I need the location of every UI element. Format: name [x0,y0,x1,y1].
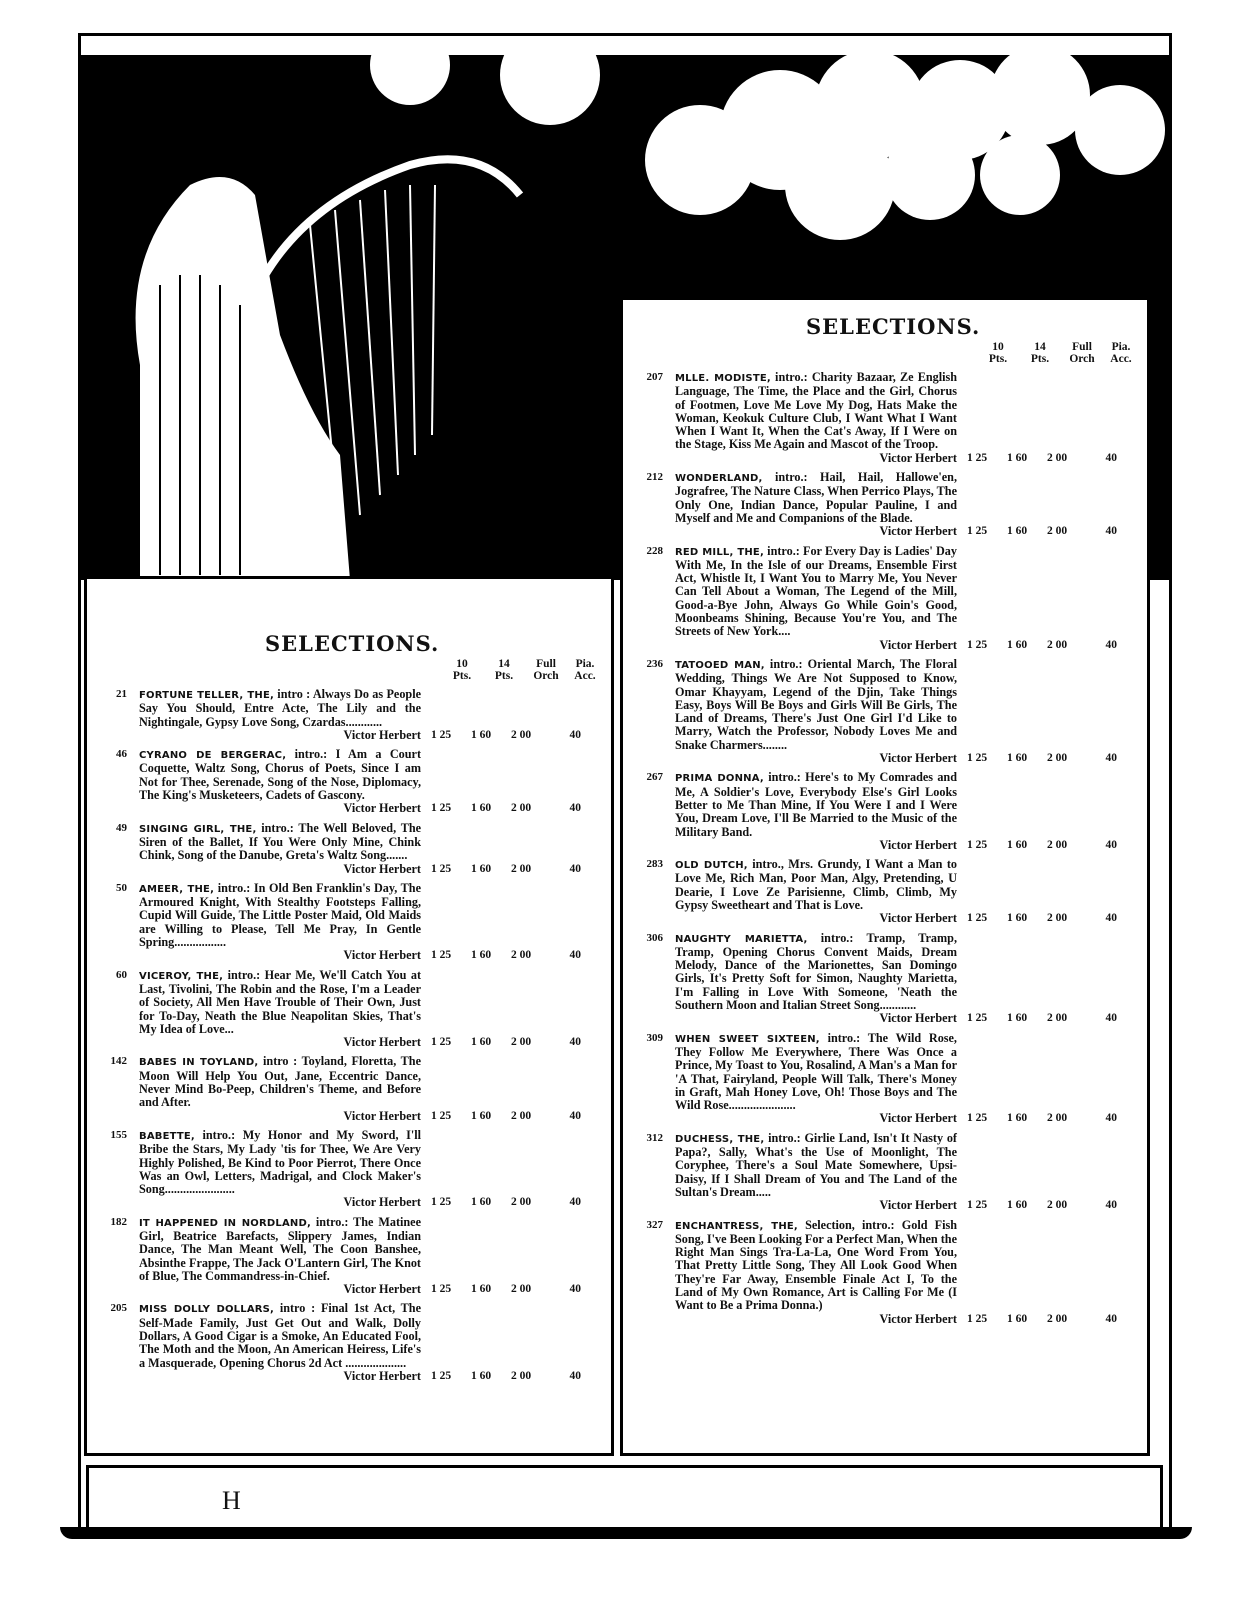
catalog-number: 205 [110,1302,127,1315]
price: 2 00 [510,1196,532,1209]
column-header [977,341,1019,365]
composer: Victor Herbert [343,1368,421,1383]
selection-list [631,371,1139,1326]
column-header-line: 14 [1034,341,1046,353]
column-header [1019,341,1061,365]
entry-title: IT HAPPENED IN NORDLAND, [139,1217,311,1229]
selection-entry [631,1219,1139,1326]
price: 2 00 [1046,1112,1068,1125]
entry-contents: intro : Always Do as People Say You Should, Entre Acte, The Lily and the Nightingale, Gypsy Love Song, Czardas............ [139,687,421,729]
price-column-headers [631,341,1139,365]
entry-body [139,1055,421,1122]
panel-title: SELECTIONS. [806,314,981,339]
column-header-line: Pts. [1030,353,1050,365]
catalog-number: 60 [116,968,127,981]
catalog-number: 309 [646,1031,663,1044]
price: 1 25 [966,1312,988,1325]
selection-entry [95,688,603,742]
entry-contents: intro.: The Wild Rose, They Follow Me Everywhere, There Was Once a Prince, My Toast to You, Rosalind, A Man's a Man for 'A That, Fairyland, People Will Talk, There's Money in Graft, Mah Honey Love, Oh! Those Boys and The Wild Rose...................... [675,1030,957,1113]
price: 40 [1105,451,1117,464]
entry-body [139,1129,421,1210]
composer: Victor Herbert [343,727,421,742]
price: 40 [569,1196,581,1209]
column-header [1103,341,1139,365]
selection-entry [631,471,1139,538]
entry-body [139,748,421,815]
catalog-number: 50 [116,881,127,894]
entry-title: BABETTE, [139,1130,195,1142]
price: 2 00 [510,802,532,815]
catalog-number: 283 [646,858,663,871]
entry-body [139,882,421,963]
page-letter: H [222,1486,241,1515]
catalog-number: 236 [646,657,663,670]
price: 40 [1105,838,1117,851]
prices [421,1129,581,1210]
price-column-headers [95,658,603,682]
price: 40 [1105,912,1117,925]
price: 2 00 [510,1036,532,1049]
price: 1 25 [430,728,452,741]
prices [421,822,581,876]
column-header-line: Orch [1069,353,1095,365]
price: 2 00 [1046,451,1068,464]
column-header-line: Pia. [1111,341,1131,353]
catalog-number: 306 [646,931,663,944]
price: 40 [1105,1112,1117,1125]
column-header-line: Pts. [988,353,1008,365]
prices [957,932,1117,1026]
price: 1 25 [430,1036,452,1049]
price: 40 [569,1369,581,1382]
entry-contents: intro.: Oriental March, The Floral Wedding, Things We Are Not Supposed to Know, Omar Khayyam, Legend of the Djin, Take Things Easy, Boys Will Be Boys and Girls Will Be Girls, The Land of Dreams, There's Just One Girl I'd Like to Marry, Watch the Professor, Nobody Loves Me and Snake Charmers........ [675,656,958,752]
selection-entry [95,882,603,963]
entry-contents: intro.: Hail, Hail, Hallowe'en, Jografree, The Nature Class, When Perrico Plays, The Only One, Indian Dance, Popular Pauline, I and Myself and Me and Companions of the Blade. [675,470,957,525]
entry-title: VICEROY, THE, [139,970,224,982]
entry-title: FORTUNE TELLER, THE, [139,690,274,701]
price: 2 00 [510,862,532,875]
price: 40 [569,728,581,741]
price: 1 60 [1006,1312,1028,1325]
entry-contents: intro.: The Well Beloved, The Siren of the Ballet, If You Were Only Mine, Chink Chink, Song of the Danube, Greta's Waltz Song....... [139,820,422,863]
selection-entry [631,932,1139,1026]
price: 1 60 [1006,912,1028,925]
selection-list [95,688,603,1383]
entry-title: SINGING GIRL, THE, [139,823,257,835]
price: 40 [569,1283,581,1296]
price: 1 60 [1006,1112,1028,1125]
composer: Victor Herbert [879,637,957,652]
entry-body [139,822,421,876]
right-selections-panel [620,297,1150,1456]
prices [421,748,581,815]
column-header-line: Acc. [574,670,596,682]
price: 1 60 [1006,1199,1028,1212]
entry-body [675,471,957,538]
price: 2 00 [1046,525,1068,538]
entry-title: BABES IN TOYLAND, [139,1057,259,1069]
prices [957,658,1117,765]
column-header-line: Orch [533,670,559,682]
selection-entry [631,1032,1139,1126]
price: 40 [569,802,581,815]
selection-entry [631,771,1139,852]
entry-body [675,1219,957,1326]
entry-contents: intro.: Charity Bazaar, Ze English Language, The Time, the Place and the Girl, Chorus of Footmen, Love Me Love My Dog, Hats Make the Woman, Keokuk Culture Club, I Want What I Want When I Want It, When the Cat's Away, If I Were on the Stage, Kiss Me Again and Mascot of the Troop. [675,370,957,452]
footer-base-bar [60,1527,1192,1539]
selection-entry [95,1216,603,1297]
entry-body [675,658,957,765]
prices [957,371,1117,465]
entry-title: TATOOED MAN, [675,659,765,671]
entry-title: ENCHANTRESS, THE, [675,1220,798,1232]
price: 2 00 [510,728,532,741]
composer: Victor Herbert [879,751,957,766]
price: 1 25 [430,1196,452,1209]
composer: Victor Herbert [343,948,421,963]
selection-entry [631,858,1139,925]
entry-body [675,932,957,1026]
price: 40 [569,949,581,962]
entry-title: PRIMA DONNA, [675,773,764,785]
column-header [441,658,483,682]
entry-body [675,371,957,465]
prices [421,1216,581,1297]
price: 1 60 [470,862,492,875]
price: 2 00 [1046,752,1068,765]
entry-contents: intro.: Here's to My Comrades and Me, A Soldier's Love, Everybody Else's Girl Looks Better to Me Than Mine, If You Were I and I Were You, Dream Love, I'll Be Married to the Music of the Military Band. [675,770,957,839]
entry-body [675,545,957,652]
prices [957,1219,1117,1326]
price: 1 25 [966,912,988,925]
catalog-number: 21 [116,688,127,700]
entry-title: MLLE. MODISTE, [675,373,771,384]
price: 1 25 [966,1112,988,1125]
price: 40 [569,862,581,875]
column-header [1061,341,1103,365]
column-header [567,658,603,682]
entry-contents: intro : Final 1st Act, The Self-Made Family, Just Get Out and Walk, Dolly Dollars, A Good Cigar is a Smoke, An Educated Fool, The Moth and the Moon, An American Heiress, Life's a Masquerade, Opening Chorus 2d Act .................... [139,1301,421,1370]
prices [421,882,581,963]
selection-entry [631,658,1139,765]
catalog-number: 182 [110,1215,127,1228]
catalog-number: 142 [110,1055,127,1068]
price: 1 60 [470,1036,492,1049]
entry-body [675,1132,957,1213]
composer: Victor Herbert [343,1035,421,1050]
entry-contents: intro., Mrs. Grundy, I Want a Man to Love Me, Rich Man, Poor Man, Algy, Pretending, U Dearie, I Love Ze Parisienne, Climb, Climb, My Gypsy Sweetheart and That is Love. [675,857,957,912]
entry-contents: intro.: For Every Day is Ladies' Day With Me, In the Isle of our Dreams, Ensemble First Act, Whistle It, I Want You to Marry Me, You Never Can Tell About a Woman, The Legend of the Mill, Good-a-Bye John, Always Go While Goin's Good, Moonbeams Shining, Because You're You, and The Streets of New York.... [675,543,957,639]
catalog-number: 49 [116,821,127,834]
prices [957,545,1117,652]
entry-title: WONDERLAND, [675,473,763,485]
entry-contents: intro.: The Matinee Girl, Beatrice Barefacts, Slippery James, Indian Dance, The Man Meant Well, The Coon Banshee, Absinthe Frappe, The Jack O'Lantern Girl, The Knot of Blue, The Commandress-in-Chief. [139,1214,421,1283]
composer: Victor Herbert [879,450,957,465]
prices [957,771,1117,852]
price: 1 60 [470,728,492,741]
price: 1 60 [470,1369,492,1382]
price: 40 [1105,1199,1117,1212]
prices [421,969,581,1050]
composer: Victor Herbert [343,861,421,876]
selection-entry [95,748,603,815]
selection-entry [95,1055,603,1122]
entry-title: NAUGHTY MARIETTA, [675,933,808,945]
composer: Victor Herbert [343,1195,421,1210]
prices [421,1302,581,1383]
catalog-number: 327 [646,1218,663,1231]
prices [421,1055,581,1122]
price: 40 [1105,1312,1117,1325]
entry-title: OLD DUTCH, [675,860,748,872]
selection-entry [95,822,603,876]
price: 1 25 [430,1109,452,1122]
price: 1 60 [1006,451,1028,464]
price: 40 [1105,1012,1117,1025]
price: 2 00 [1046,1012,1068,1025]
price: 1 60 [1006,525,1028,538]
price: 1 25 [430,862,452,875]
catalog-number: 212 [646,471,663,484]
composer: Victor Herbert [879,1198,957,1213]
entry-title: RED MILL, THE, [675,546,764,558]
price: 1 25 [966,638,988,651]
catalog-number: 228 [646,544,663,557]
entry-body [139,688,421,742]
entry-title: AMEER, THE, [139,883,215,895]
price: 40 [569,1036,581,1049]
price: 1 25 [430,1283,452,1296]
entry-title: DUCHESS, THE, [675,1133,765,1145]
composer: Victor Herbert [879,524,957,539]
composer: Victor Herbert [879,911,957,926]
selection-entry [631,1132,1139,1213]
composer: Victor Herbert [343,801,421,816]
column-header-line: Pts. [494,670,514,682]
composer: Victor Herbert [343,1282,421,1297]
price: 1 25 [430,1369,452,1382]
entry-contents: intro.: Hear Me, We'll Catch You at Last, Tivolini, The Robin and the Rose, I'm a Leader of Society, All Men Have Trouble of Their Own, Just for To-Day, Neath the Blue Neapolitan Skies, That's My Idea of Love... [139,967,421,1036]
price: 2 00 [1046,1312,1068,1325]
composer: Victor Herbert [343,1108,421,1123]
prices [957,1132,1117,1213]
entry-body [675,858,957,925]
entry-body [139,1302,421,1383]
price: 40 [1105,638,1117,651]
price: 1 60 [1006,752,1028,765]
column-header-line: Pia. [575,658,595,670]
price: 40 [569,1109,581,1122]
catalog-number: 267 [646,771,663,784]
price: 1 25 [966,451,988,464]
price: 2 00 [1046,1199,1068,1212]
price: 2 00 [510,1283,532,1296]
price: 1 60 [470,802,492,815]
column-header-line: Full [1072,341,1092,353]
price: 1 25 [966,838,988,851]
price: 1 60 [470,1109,492,1122]
prices [957,858,1117,925]
column-header [483,658,525,682]
price: 1 60 [470,1196,492,1209]
price: 2 00 [1046,912,1068,925]
column-header-line: Full [536,658,556,670]
entry-title: MISS DOLLY DOLLARS, [139,1304,275,1316]
selection-entry [95,1302,603,1383]
entry-contents: intro.: In Old Ben Franklin's Day, The Armoured Knight, With Stealthy Footsteps Falling, Cupid Will Guide, The Little Poster Maid, Old Maids are Willing to Please, Tell Me Pray, In Gentle Spring................. [139,880,421,950]
price: 40 [1105,525,1117,538]
price: 1 25 [966,525,988,538]
selection-entry [631,545,1139,652]
column-header-line: 10 [456,658,468,670]
column-header-line: 10 [992,341,1004,353]
composer: Victor Herbert [879,1311,957,1326]
catalog-number: 155 [110,1128,127,1141]
selection-entry [631,371,1139,465]
column-header-line: Pts. [452,670,472,682]
entry-body [139,1216,421,1297]
entry-contents: intro.: Girlie Land, Isn't It Nasty of Papa?, Sally, What's the Use of Moonlight, The Coryphee, There's a Soul Mate Somewhere, Upsi-Daisy, If I Shall Dream of You and The Land of the Sultan's Dream..... [675,1130,957,1199]
entry-body [675,771,957,852]
catalog-number: 46 [116,748,127,761]
entry-contents: Selection, intro.: Gold Fish Song, I've Been Looking For a Perfect Man, When the Right Man Sings Tra-La-La, One Word From You, That Pretty Little Song, They All Look Good When They're Far Away, Ensemble Finale Act I, To the Land of My Own Romance, Art is Calling For Me (I Want to Be a Prima Donna.) [675,1217,957,1313]
column-header-line: Acc. [1110,353,1132,365]
price: 1 25 [430,949,452,962]
price: 2 00 [510,1369,532,1382]
price: 1 60 [470,1283,492,1296]
price: 1 60 [470,949,492,962]
footer-box [86,1465,1163,1531]
composer: Victor Herbert [879,1011,957,1026]
entry-contents: intro : Toyland, Floretta, The Moon Will Help You Out, Jane, Eccentric Dance, Never Mind Bo-Peep, Children's Theme, and Before and After. [139,1054,421,1110]
price: 2 00 [1046,838,1068,851]
composer: Victor Herbert [879,1111,957,1126]
prices [957,471,1117,538]
entry-contents: intro.: Tramp, Tramp, Tramp, Opening Chorus Convent Maids, Dream Melody, Dance of the Marionettes, San Domingo Girls, It's Pretty Soft for Simon, Naughty Marietta, I'm Falling in Love With Someone, 'Neath the Southern Moon and Italian Street Song............ [675,930,957,1013]
entry-contents: intro.: I Am a Court Coquette, Waltz Song, Chorus of Poets, Since I am Not for Thee, Serenade, Song of the Nose, Diplomacy, The King's Musketeers, Cadets of Gascony. [139,747,422,803]
catalog-number: 207 [646,371,663,383]
price: 1 60 [1006,638,1028,651]
price: 2 00 [510,1109,532,1122]
entry-body [139,969,421,1050]
column-header-line: 14 [498,658,510,670]
price: 1 25 [966,1199,988,1212]
panel-title: SELECTIONS. [265,631,440,656]
prices [421,688,581,742]
price: 1 25 [966,1012,988,1025]
selection-entry [95,1129,603,1210]
entry-title: CYRANO DE BERGERAC, [139,750,287,762]
price: 1 25 [966,752,988,765]
price: 40 [1105,752,1117,765]
composer: Victor Herbert [879,837,957,852]
prices [957,1032,1117,1126]
entry-body [675,1032,957,1126]
price: 1 60 [1006,838,1028,851]
entry-contents: intro.: My Honor and My Sword, I'll Bribe the Stars, My Lady 'tis for Thee, We Are Very Highly Polished, Be Kind to Poor Pierrot, There Once Was an Owl, Letters, Madrigal, and Clock Maker's Song....................... [139,1127,421,1197]
entry-title: WHEN SWEET SIXTEEN, [675,1033,820,1045]
price: 2 00 [1046,638,1068,651]
price: 2 00 [510,949,532,962]
column-header [525,658,567,682]
catalog-number: 312 [646,1131,663,1144]
left-selections-panel [84,576,614,1456]
selection-entry [95,969,603,1050]
price: 1 25 [430,802,452,815]
price: 1 60 [1006,1012,1028,1025]
